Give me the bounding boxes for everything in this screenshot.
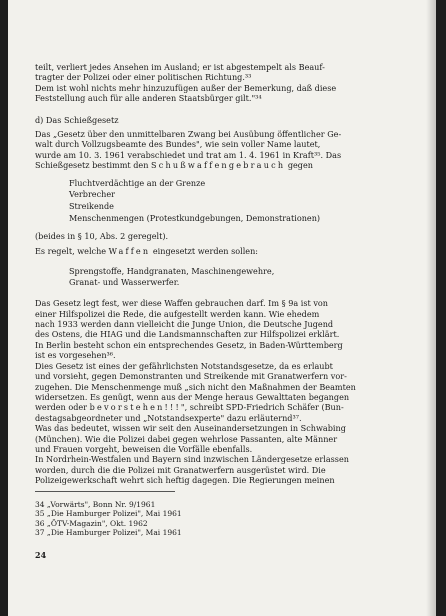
- text-line: Dem ist wohl nichts mehr hinzuzufügen außer der Bemerkung, daß diese: [35, 82, 337, 93]
- text-line: Das Gesetz legt fest, wer diese Waffen gebrauchen darf. Im § 9a ist von: [35, 298, 328, 309]
- page-number: 24: [35, 549, 47, 560]
- footnote: 34 „Vorwärts", Bonn Nr. 9/1961: [35, 499, 156, 509]
- text-line: Polizeigewerkschaft wehrt sich heftig dagegen. Die Regierungen meinen: [35, 475, 335, 486]
- text-line: ", schreibt SPD-Friedrich Schäfer (Bun-: [180, 402, 344, 413]
- text-line: Es regelt, welche: [35, 246, 107, 257]
- text-line: wurde am 10. 3. 1961 verabschiedet und trat am 1. 4. 1961 in Kraft³⁵. Das: [35, 149, 342, 160]
- emphasized-term: Waffen: [108, 246, 151, 257]
- text-line: und Frauen vorgeht, beweisen die Vorfälle ebenfalls.: [35, 443, 253, 454]
- text-line: nach 1933 werden dann vielleicht die Junge Union, die Deutsche Jugend: [35, 319, 334, 330]
- text-line: gegen: [287, 160, 313, 171]
- top-paragraph: [35, 62, 413, 104]
- text-line: Schießgesetz bestimmt den: [35, 160, 149, 171]
- text-line: (München). Wie die Polizei dabei gegen wehrlose Passanten, alte Männer: [35, 433, 338, 444]
- text-line: zugehen. Die Menschenmenge muß „sich nicht den Maßnahmen der Beamten: [35, 381, 356, 392]
- weapons-list: [69, 266, 413, 290]
- text-line: walt durch Vollzugsbeamte des Bundes", wie sein voller Name lautet,: [35, 139, 321, 150]
- text-line: Das „Gesetz über den unmittelbaren Zwang bei Ausübung öffentlicher Ge-: [35, 129, 342, 140]
- emphasized-term: Schußwaffengebrauch: [150, 160, 286, 171]
- text-line: worden, durch die die Polizei mit Granatwerfern ausgerüstet wird. Die: [35, 464, 326, 475]
- paragraph-emergency-law: [35, 361, 413, 423]
- text-line: teilt, verliert jedes Ansehen im Ausland; er ist abgestempelt als Beauf-: [35, 62, 325, 72]
- targets-list: [69, 178, 413, 225]
- text-line: destagsabgeordneter und „Notstandsexperte" dazu erläuternd³⁷.: [35, 412, 302, 423]
- body-text: [35, 62, 413, 560]
- text-line: In Berlin besteht schon ein entsprechendes Gesetz, in Baden-Württemberg: [35, 339, 343, 350]
- paragraph-law-intro: [35, 129, 413, 171]
- emphasized-term: bevorstehen!!!: [89, 402, 181, 413]
- list-item: Granat- und Wasserwerfer.: [69, 277, 180, 288]
- text-line: In Nordrhein-Westfalen und Bayern sind inzwischen Ländergesetze erlassen: [35, 454, 349, 465]
- list-item: Streikende: [69, 201, 114, 212]
- paragraph-schwabing: [35, 423, 413, 485]
- footnote: 37 „Die Hamburger Polizei", Mai 1961: [35, 528, 182, 538]
- paragraph-auxiliary-police: [35, 298, 413, 360]
- text-line: des Ostens, die HIAG und die Landsmannschaften zur Hilfspolizei erklärt.: [35, 329, 340, 340]
- document-page: [8, 0, 436, 616]
- text-line: widersetzen. Es genügt, wenn aus der Menge heraus Gewalttaten begangen: [35, 391, 350, 402]
- footnote-rule: [35, 491, 175, 496]
- text-line: eingesetzt werden sollen:: [152, 246, 259, 257]
- text-line: Dies Gesetz ist eines der gefährlichsten Notstandsgesetze, da es erlaubt: [35, 360, 333, 371]
- text-line: einer Hilfspolizei die Rede, die aufgestellt werden kann. Wie ehedem: [35, 308, 320, 319]
- weapons-intro: [35, 246, 413, 256]
- text-line: tragter der Polizei oder einer politischen Richtung.³³: [35, 72, 252, 83]
- text-line: Was das bedeutet, wissen wir seit den Auseinandersetzungen in Schwabing: [35, 423, 346, 434]
- text-line: Feststellung auch für alle anderen Staatsbürger gilt."³⁴: [35, 93, 262, 104]
- list-item: Sprengstoffe, Handgranaten, Maschinengewehre,: [69, 265, 275, 276]
- text-line: ist es vorgesehen³⁶.: [35, 350, 116, 361]
- text-line: werden oder: [35, 402, 88, 413]
- footnote: 35 „Die Hamburger Polizei", Mai 1961: [35, 509, 182, 519]
- list-item: Menschenmengen (Protestkundgebungen, Demonstrationen): [69, 213, 321, 224]
- text-line: und vorsieht, gegen Demonstranten und Streikende mit Granatwerfern vor-: [35, 371, 347, 382]
- footnotes: [35, 500, 413, 538]
- list-item: Verbrecher: [69, 189, 116, 200]
- paragraph-reference: (beides in § 10, Abs. 2 geregelt).: [35, 230, 169, 241]
- footnote: 36 „ÖTV-Magazin", Okt. 1962: [35, 518, 148, 528]
- section-heading: d) Das Schießgesetz: [35, 114, 119, 125]
- list-item: Fluchtverdächtige an der Grenze: [69, 177, 206, 188]
